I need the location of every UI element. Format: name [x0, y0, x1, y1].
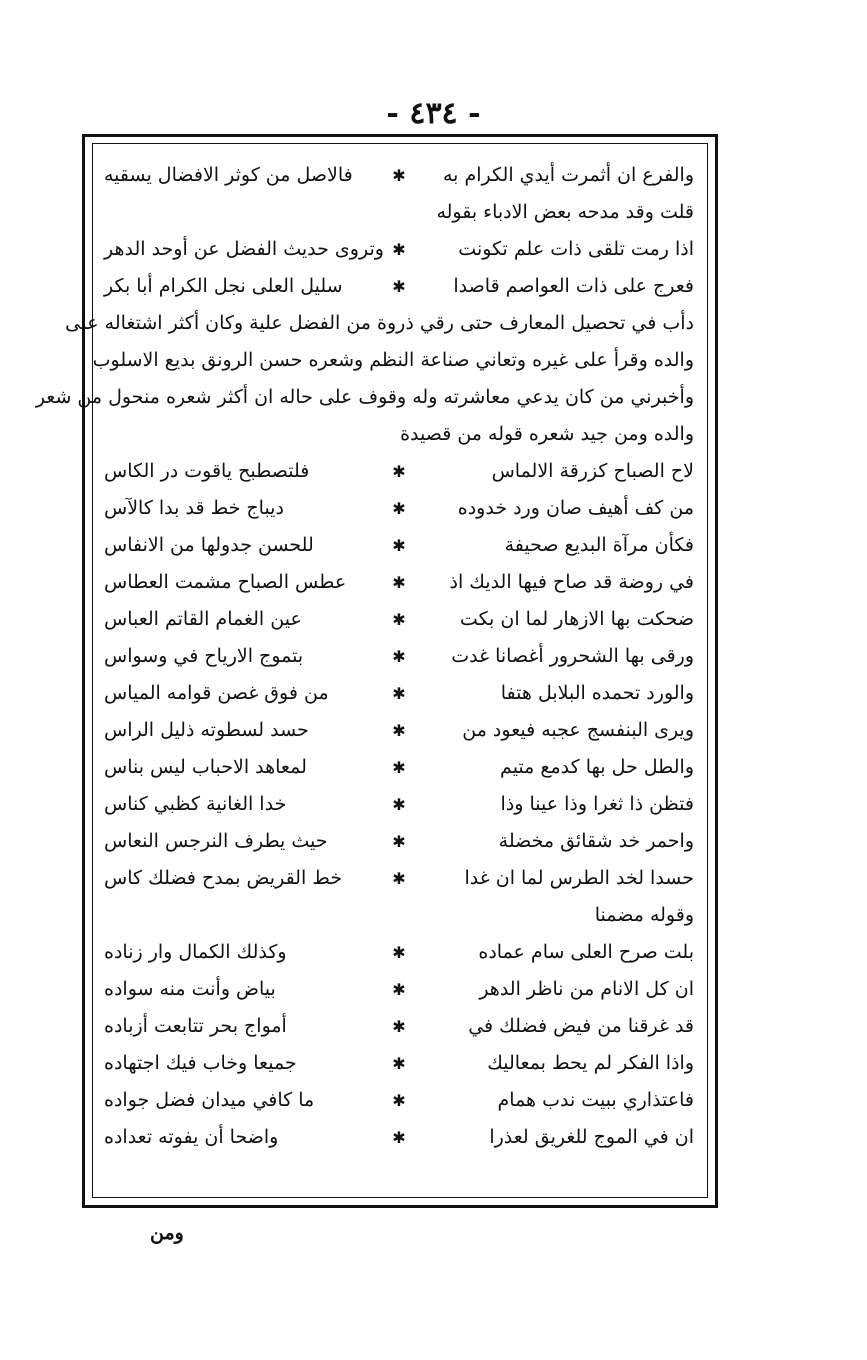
verse-second-hemistich: عين الغمام القاتم العباس [104, 608, 302, 630]
verse-first-hemistich: ضحكت بها الازهار لما ان بكت [459, 608, 694, 630]
verse-separator-star-icon: ✱ [392, 832, 406, 851]
catchword: ومن [150, 1222, 184, 1244]
verse-separator-star-icon: ✱ [392, 499, 406, 518]
prose-line: والده ومن جيد شعره قوله من قصيدة [400, 423, 694, 445]
verse-line [104, 786, 694, 823]
verse-separator-star-icon: ✱ [392, 869, 406, 888]
verse-separator-star-icon: ✱ [392, 758, 406, 777]
verse-separator-star-icon: ✱ [392, 684, 406, 703]
verse-separator-star-icon: ✱ [392, 573, 406, 592]
verse-line [104, 823, 694, 860]
verse-separator-star-icon: ✱ [392, 536, 406, 555]
verse-second-hemistich: واضحا أن يفوته تعداده [104, 1126, 279, 1148]
verse-second-hemistich: عطس الصباح مشمت العطاس [104, 571, 347, 593]
verse-second-hemistich: جميعا وخاب فيك اجتهاده [104, 1052, 297, 1074]
verse-separator-star-icon: ✱ [392, 795, 406, 814]
verse-second-hemistich: أمواج بحر تتابعت أزباده [104, 1015, 287, 1037]
verse-second-hemistich: ديباج خط قد بدا كالآس [104, 497, 284, 519]
verse-line [104, 860, 694, 897]
prose-line: وأخبرني من كان يدعي معاشرته وله وقوف على حاله ان أكثر شعره منحول من شعر [35, 386, 694, 408]
verse-first-hemistich: في روضة قد صاح فيها الديك اذ [449, 571, 694, 593]
verse-first-hemistich: من كف أهيف صان ورد خدوده [457, 497, 694, 519]
verse-separator-star-icon: ✱ [392, 721, 406, 740]
verse-line [104, 934, 694, 971]
verse-line [104, 157, 694, 194]
verse-line [104, 638, 694, 675]
verse-line [104, 527, 694, 564]
verse-second-hemistich: سليل العلى نجل الكرام أبا بكر [104, 275, 343, 297]
verse-line [104, 1045, 694, 1082]
verse-separator-star-icon: ✱ [392, 610, 406, 629]
verse-separator-star-icon: ✱ [392, 1017, 406, 1036]
verse-first-hemistich: حسدا لخد الطرس لما ان غدا [464, 867, 694, 889]
verse-line [104, 971, 694, 1008]
prose-line: دأب في تحصيل المعارف حتى رقي ذروة من الفضل علية وكان أكثر اشتغاله على [65, 312, 694, 334]
verse-second-hemistich: للحسن جدولها من الانفاس [104, 534, 314, 556]
verse-line [104, 453, 694, 490]
verse-line [104, 675, 694, 712]
verse-separator-star-icon: ✱ [392, 240, 406, 259]
verse-second-hemistich: فلتصطبح ياقوت در الكاس [104, 460, 310, 482]
verse-second-hemistich: وكذلك الكمال وار زناده [104, 941, 287, 963]
verse-first-hemistich: قد غرقنا من فيض فضلك في [468, 1015, 694, 1037]
verse-first-hemistich: اذا رمت تلقى ذات علم تكونت [458, 238, 694, 260]
verse-line [104, 231, 694, 268]
verse-first-hemistich: فكأن مرآة البديع صحيفة [504, 534, 694, 556]
verse-separator-star-icon: ✱ [392, 462, 406, 481]
verse-second-hemistich: بتموج الارياح في وسواس [104, 645, 304, 667]
verse-second-hemistich: ما كافي ميدان فضل جواده [104, 1089, 315, 1111]
verse-first-hemistich: والورد تحمده البلابل هتفا [500, 682, 694, 704]
verse-first-hemistich: لاح الصباح كزرقة الالماس [491, 460, 694, 482]
verse-second-hemistich: فالاصل من كوثر الافضال يسقيه [104, 164, 353, 186]
verse-first-hemistich: ويرى البنفسج عجبه فيعود من [462, 719, 694, 741]
verse-line [104, 1082, 694, 1119]
verse-first-hemistich: بلت صرح العلى سام عماده [478, 941, 694, 963]
verse-second-hemistich: حسد لسطوته ذليل الراس [104, 719, 309, 741]
verse-separator-star-icon: ✱ [392, 647, 406, 666]
verse-separator-star-icon: ✱ [392, 980, 406, 999]
verse-first-hemistich: واحمر خد شقائق مخضلة [498, 830, 694, 852]
verse-line [104, 1119, 694, 1156]
verse-separator-star-icon: ✱ [392, 1091, 406, 1110]
page-number: - ٤٣٤ - [386, 96, 481, 131]
verse-line [104, 490, 694, 527]
verse-second-hemistich: لمعاهد الاحباب ليس بناس [104, 756, 307, 778]
verse-first-hemistich: فاعتذاري ببيت ندب همام [497, 1089, 694, 1111]
prose-line: وقوله مضمنا [594, 904, 694, 926]
verse-second-hemistich: خدا الغانية كظبي كناس [104, 793, 287, 815]
verse-line [104, 1008, 694, 1045]
verse-second-hemistich: وتروى حديث الفضل عن أوحد الدهر [104, 238, 384, 260]
verse-second-hemistich: حيث يطرف النرجس النعاس [104, 830, 328, 852]
verse-line [104, 268, 694, 305]
prose-line: والده وقرأ على غيره وتعاني صناعة النظم وشعره حسن الرونق بديع الاسلوب [92, 349, 694, 371]
verse-first-hemistich: واذا الفكر لم يحط بمعاليك [487, 1052, 694, 1074]
verse-first-hemistich: ورقى بها الشحرور أغصانا غدت [451, 645, 694, 667]
verse-second-hemistich: من فوق غصن قوامه المياس [104, 682, 329, 704]
verse-first-hemistich: والفرع ان أثمرت أيدي الكرام به [443, 164, 694, 186]
verse-separator-star-icon: ✱ [392, 277, 406, 296]
verse-first-hemistich: فتظن ذا ثغرا وذا عينا وذا [500, 793, 694, 815]
verse-second-hemistich: بياض وأنت منه سواده [104, 978, 276, 1000]
prose-line: قلت وقد مدحه بعض الادباء بقوله [436, 201, 694, 223]
verse-first-hemistich: ان كل الانام من ناظر الدهر [479, 978, 694, 1000]
verse-line [104, 712, 694, 749]
verse-separator-star-icon: ✱ [392, 1128, 406, 1147]
verse-line [104, 601, 694, 638]
verse-separator-star-icon: ✱ [392, 1054, 406, 1073]
verse-first-hemistich: ان في الموج للغريق لعذرا [489, 1126, 694, 1148]
verse-first-hemistich: والطل حل بها كدمع متيم [500, 756, 694, 778]
verse-line [104, 564, 694, 601]
verse-line [104, 749, 694, 786]
verse-first-hemistich: فعرج على ذات العواصم قاصدا [453, 275, 694, 297]
page-text-block [35, 157, 694, 1192]
verse-second-hemistich: خط القريض بمدح فضلك كاس [104, 867, 343, 889]
verse-separator-star-icon: ✱ [392, 166, 406, 185]
verse-separator-star-icon: ✱ [392, 943, 406, 962]
